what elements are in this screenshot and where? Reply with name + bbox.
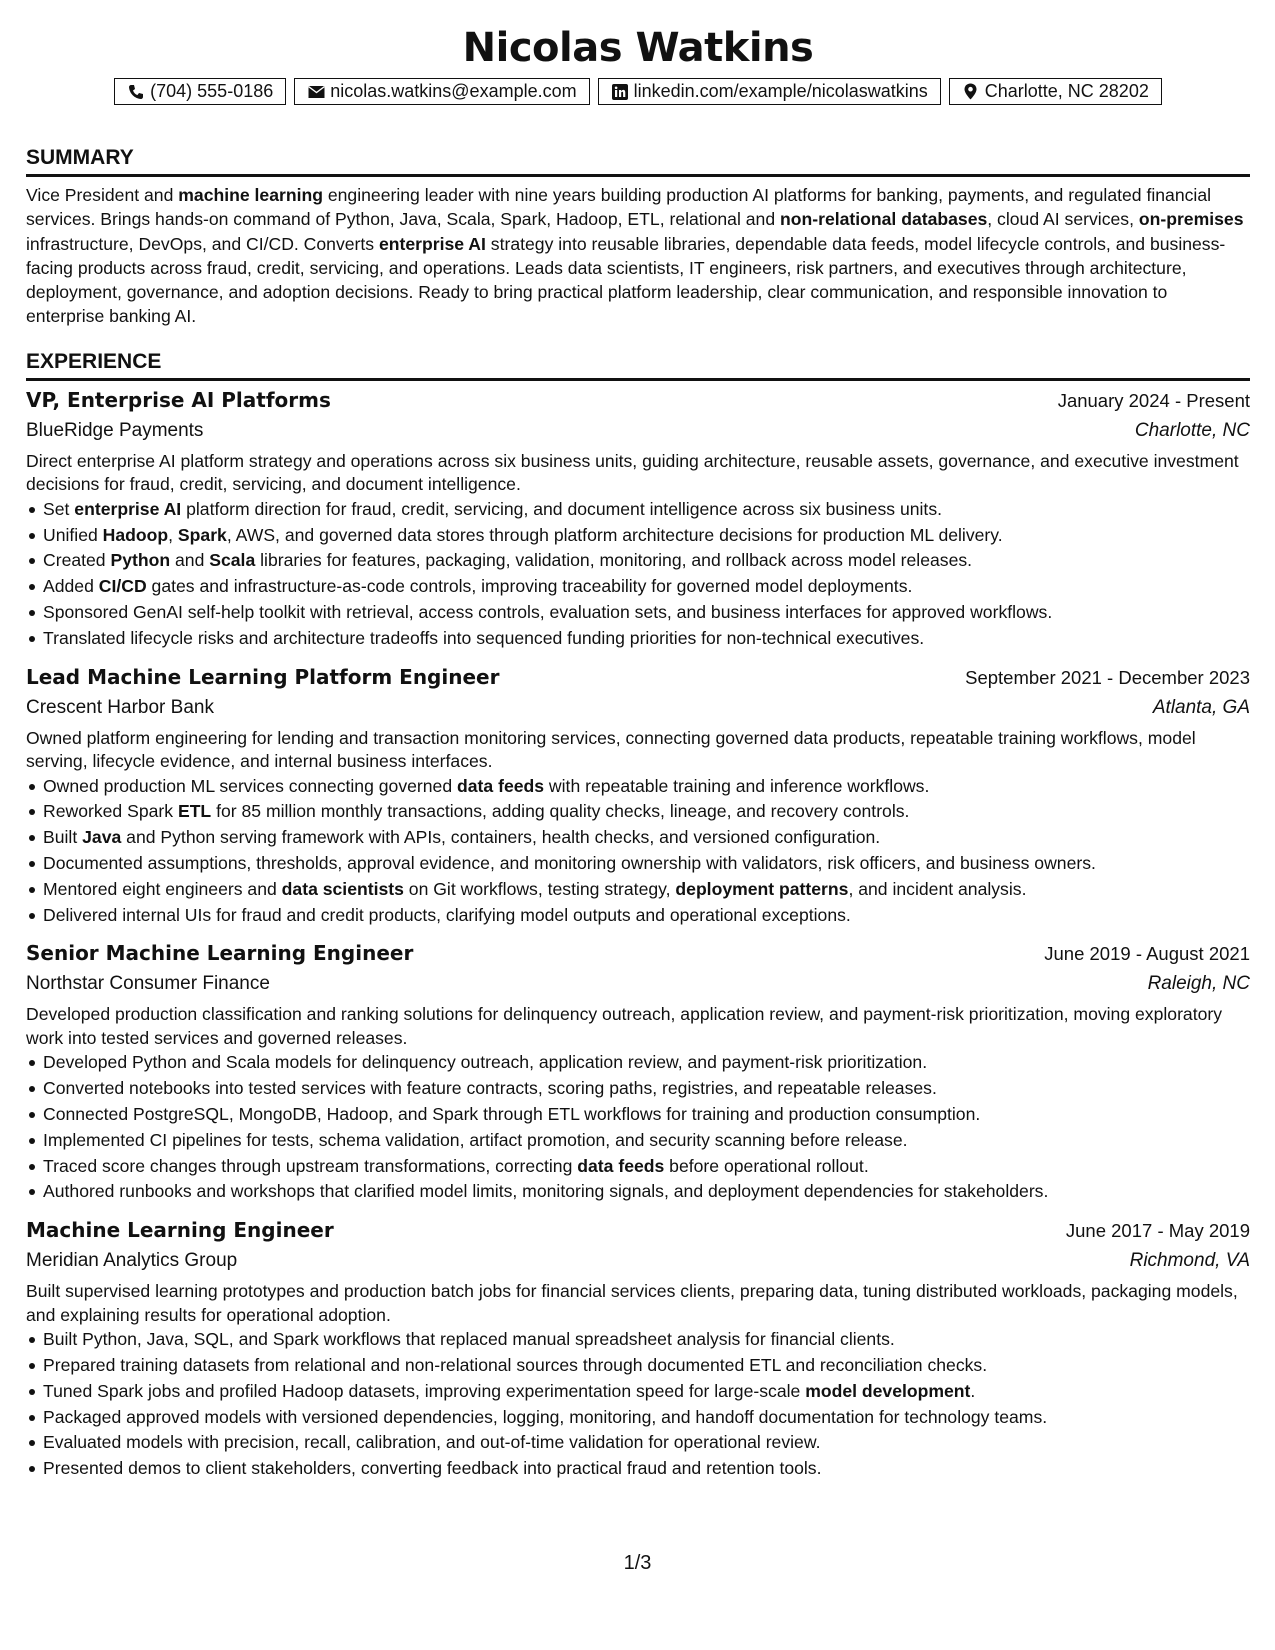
contact-location[interactable] [949,78,1162,105]
contact-email[interactable] [294,78,589,105]
job-entry [26,1215,1250,1482]
summary-heading: SUMMARY [26,145,1250,177]
phone-icon [127,83,145,101]
job-bullet-list [26,1050,1250,1205]
contact-email-text: nicolas.watkins@example.com [330,81,577,101]
resume-page [26,0,1250,1482]
job-bullet: Prepared training datasets from relational and non-relational sources through documented ETL and reconciliation checks. [26,1353,1250,1379]
job-company-row [26,969,1250,999]
job-bullet: Sponsored GenAI self-help toolkit with retrieval, access controls, evaluation sets, and business interfaces for approved workflows. [26,600,1250,626]
job-bullet: Added CI/CD gates and infrastructure-as-code controls, improving traceability for governed model deployments. [26,574,1250,600]
contact-linkedin-text: linkedin.com/example/nicolaswatkins [633,81,928,101]
job-bullet: Built Python, Java, SQL, and Spark workflows that replaced manual spreadsheet analysis for financial clients. [26,1327,1250,1353]
contact-phone[interactable] [114,78,286,105]
job-entry [26,385,1250,652]
job-header-row [26,385,1250,416]
job-bullet: Connected PostgreSQL, MongoDB, Hadoop, and Spark through ETL workflows for training and production consumption. [26,1102,1250,1128]
job-bullet: Set enterprise AI platform direction for fraud, credit, servicing, and document intelligence across six business units. [26,497,1250,523]
map-pin-icon [962,83,980,101]
job-dates: June 2019 - August 2021 [1044,943,1250,965]
job-bullet: Unified Hadoop, Spark, AWS, and governed data stores through platform architecture decisions for production ML delivery. [26,523,1250,549]
job-location: Raleigh, NC [1147,973,1250,995]
job-bullet: Traced score changes through upstream transformations, correcting data feeds before operational rollout. [26,1154,1250,1180]
job-bullet: Mentored eight engineers and data scientists on Git workflows, testing strategy, deployment patterns, and incident analysis. [26,877,1250,903]
job-location: Richmond, VA [1129,1250,1250,1272]
job-entry [26,938,1250,1205]
job-dates: January 2024 - Present [1057,389,1250,411]
job-bullet: Reworked Spark ETL for 85 million monthly transactions, adding quality checks, lineage, and recovery controls. [26,799,1250,825]
job-bullet: Packaged approved models with versioned dependencies, logging, monitoring, and handoff documentation for technology teams. [26,1405,1250,1431]
contact-location-text: Charlotte, NC 28202 [984,81,1149,101]
job-company-row [26,416,1250,446]
job-company-row [26,693,1250,723]
job-company: Meridian Analytics Group [26,1250,238,1272]
job-title: VP, Enterprise AI Platforms [26,387,331,412]
job-bullet: Built Java and Python serving framework with APIs, containers, health checks, and versioned configuration. [26,825,1250,851]
job-title: Machine Learning Engineer [26,1218,334,1243]
job-company: Crescent Harbor Bank [26,696,214,718]
envelope-icon [307,83,325,101]
job-dates: September 2021 - December 2023 [965,666,1250,688]
job-bullet: Translated lifecycle risks and architecture tradeoffs into sequenced funding priorities for non-technical executives. [26,626,1250,652]
job-description: Built supervised learning prototypes and production batch jobs for financial services clients, preparing data, tuning distributed workloads, packaging models, and explaining results for operational adoption. [26,1281,1238,1325]
contact-linkedin[interactable] [598,78,941,105]
job-bullet-list [26,1327,1250,1482]
job-bullet-list [26,774,1250,929]
experience-heading: EXPERIENCE [26,349,1250,381]
linkedin-icon [611,83,629,101]
job-company-row [26,1246,1250,1276]
job-header-row [26,662,1250,693]
job-bullet: Tuned Spark jobs and profiled Hadoop datasets, improving experimentation speed for large-scale model development. [26,1379,1250,1405]
summary-text: Vice President and machine learning engineering leader with nine years building production AI platforms for banking, payments, and regulated financial services. Brings hands-on command of Python, Java, Scala, Spark, Hadoop, ETL, relational and non-relational databases, cloud AI services, on-premises infrastructure, DevOps, and CI/CD. Converts enterprise AI strategy into reusable libraries, dependable data feeds, model lifecycle controls, and business-facing products across fraud, credit, servicing, and operations. Leads data scientists, IT engineers, risk partners, and executives through architecture, deployment, governance, and adoption decisions. Ready to bring practical platform leadership, clear communication, and responsible innovation to enterprise banking AI. [26,185,1244,327]
job-description: Owned platform engineering for lending and transaction monitoring services, connecting governed data products, repeatable training workflows, model serving, lifecycle evidence, and internal business interfaces. [26,727,1196,772]
job-bullet: Presented demos to client stakeholders, converting feedback into practical fraud and retention tools. [26,1456,1250,1482]
candidate-name: Nicolas Watkins [462,25,814,71]
job-title: Senior Machine Learning Engineer [26,941,414,966]
job-description: Developed production classification and ranking solutions for delinquency outreach, application review, and payment-risk prioritization, moving exploratory work into tested services and governed releases. [26,1004,1223,1048]
job-header-row [26,1215,1250,1246]
job-bullet: Owned production ML services connecting governed data feeds with repeatable training and inference workflows. [26,774,1250,800]
job-bullet: Authored runbooks and workshops that clarified model limits, monitoring signals, and deployment dependencies for stakeholders. [26,1179,1250,1205]
job-bullet: Implemented CI pipelines for tests, schema validation, artifact promotion, and security scanning before release. [26,1128,1250,1154]
job-location: Charlotte, NC [1134,419,1250,441]
page-number: 1/3 [623,1552,652,1574]
job-bullet: Developed Python and Scala models for delinquency outreach, application review, and payment-risk prioritization. [26,1050,1250,1076]
job-bullet: Documented assumptions, thresholds, approval evidence, and monitoring ownership with validators, risk officers, and business owners. [26,851,1250,877]
job-title: Lead Machine Learning Platform Engineer [26,664,500,689]
job-bullet: Converted notebooks into tested services with feature contracts, scoring paths, registries, and repeatable releases. [26,1076,1250,1102]
job-bullet: Evaluated models with precision, recall, calibration, and out-of-time validation for operational review. [26,1430,1250,1456]
contact-phone-text: (704) 555-0186 [150,81,274,101]
job-header-row [26,938,1250,969]
job-company: Northstar Consumer Finance [26,973,270,995]
job-company: BlueRidge Payments [26,419,204,441]
job-description: Direct enterprise AI platform strategy and operations across six business units, guiding architecture, reusable assets, governance, and executive investment decisions for fraud, credit, servicing, and document intelligence. [26,450,1239,495]
experience-list [26,385,1250,1482]
contact-bar [26,78,1250,105]
job-bullet: Delivered internal UIs for fraud and credit products, clarifying model outputs and operational exceptions. [26,903,1250,929]
job-bullet: Created Python and Scala libraries for features, packaging, validation, monitoring, and rollback across model releases. [26,548,1250,574]
job-bullet-list [26,497,1250,652]
job-location: Atlanta, GA [1152,696,1250,718]
job-dates: June 2017 - May 2019 [1065,1220,1250,1242]
job-entry [26,662,1250,929]
